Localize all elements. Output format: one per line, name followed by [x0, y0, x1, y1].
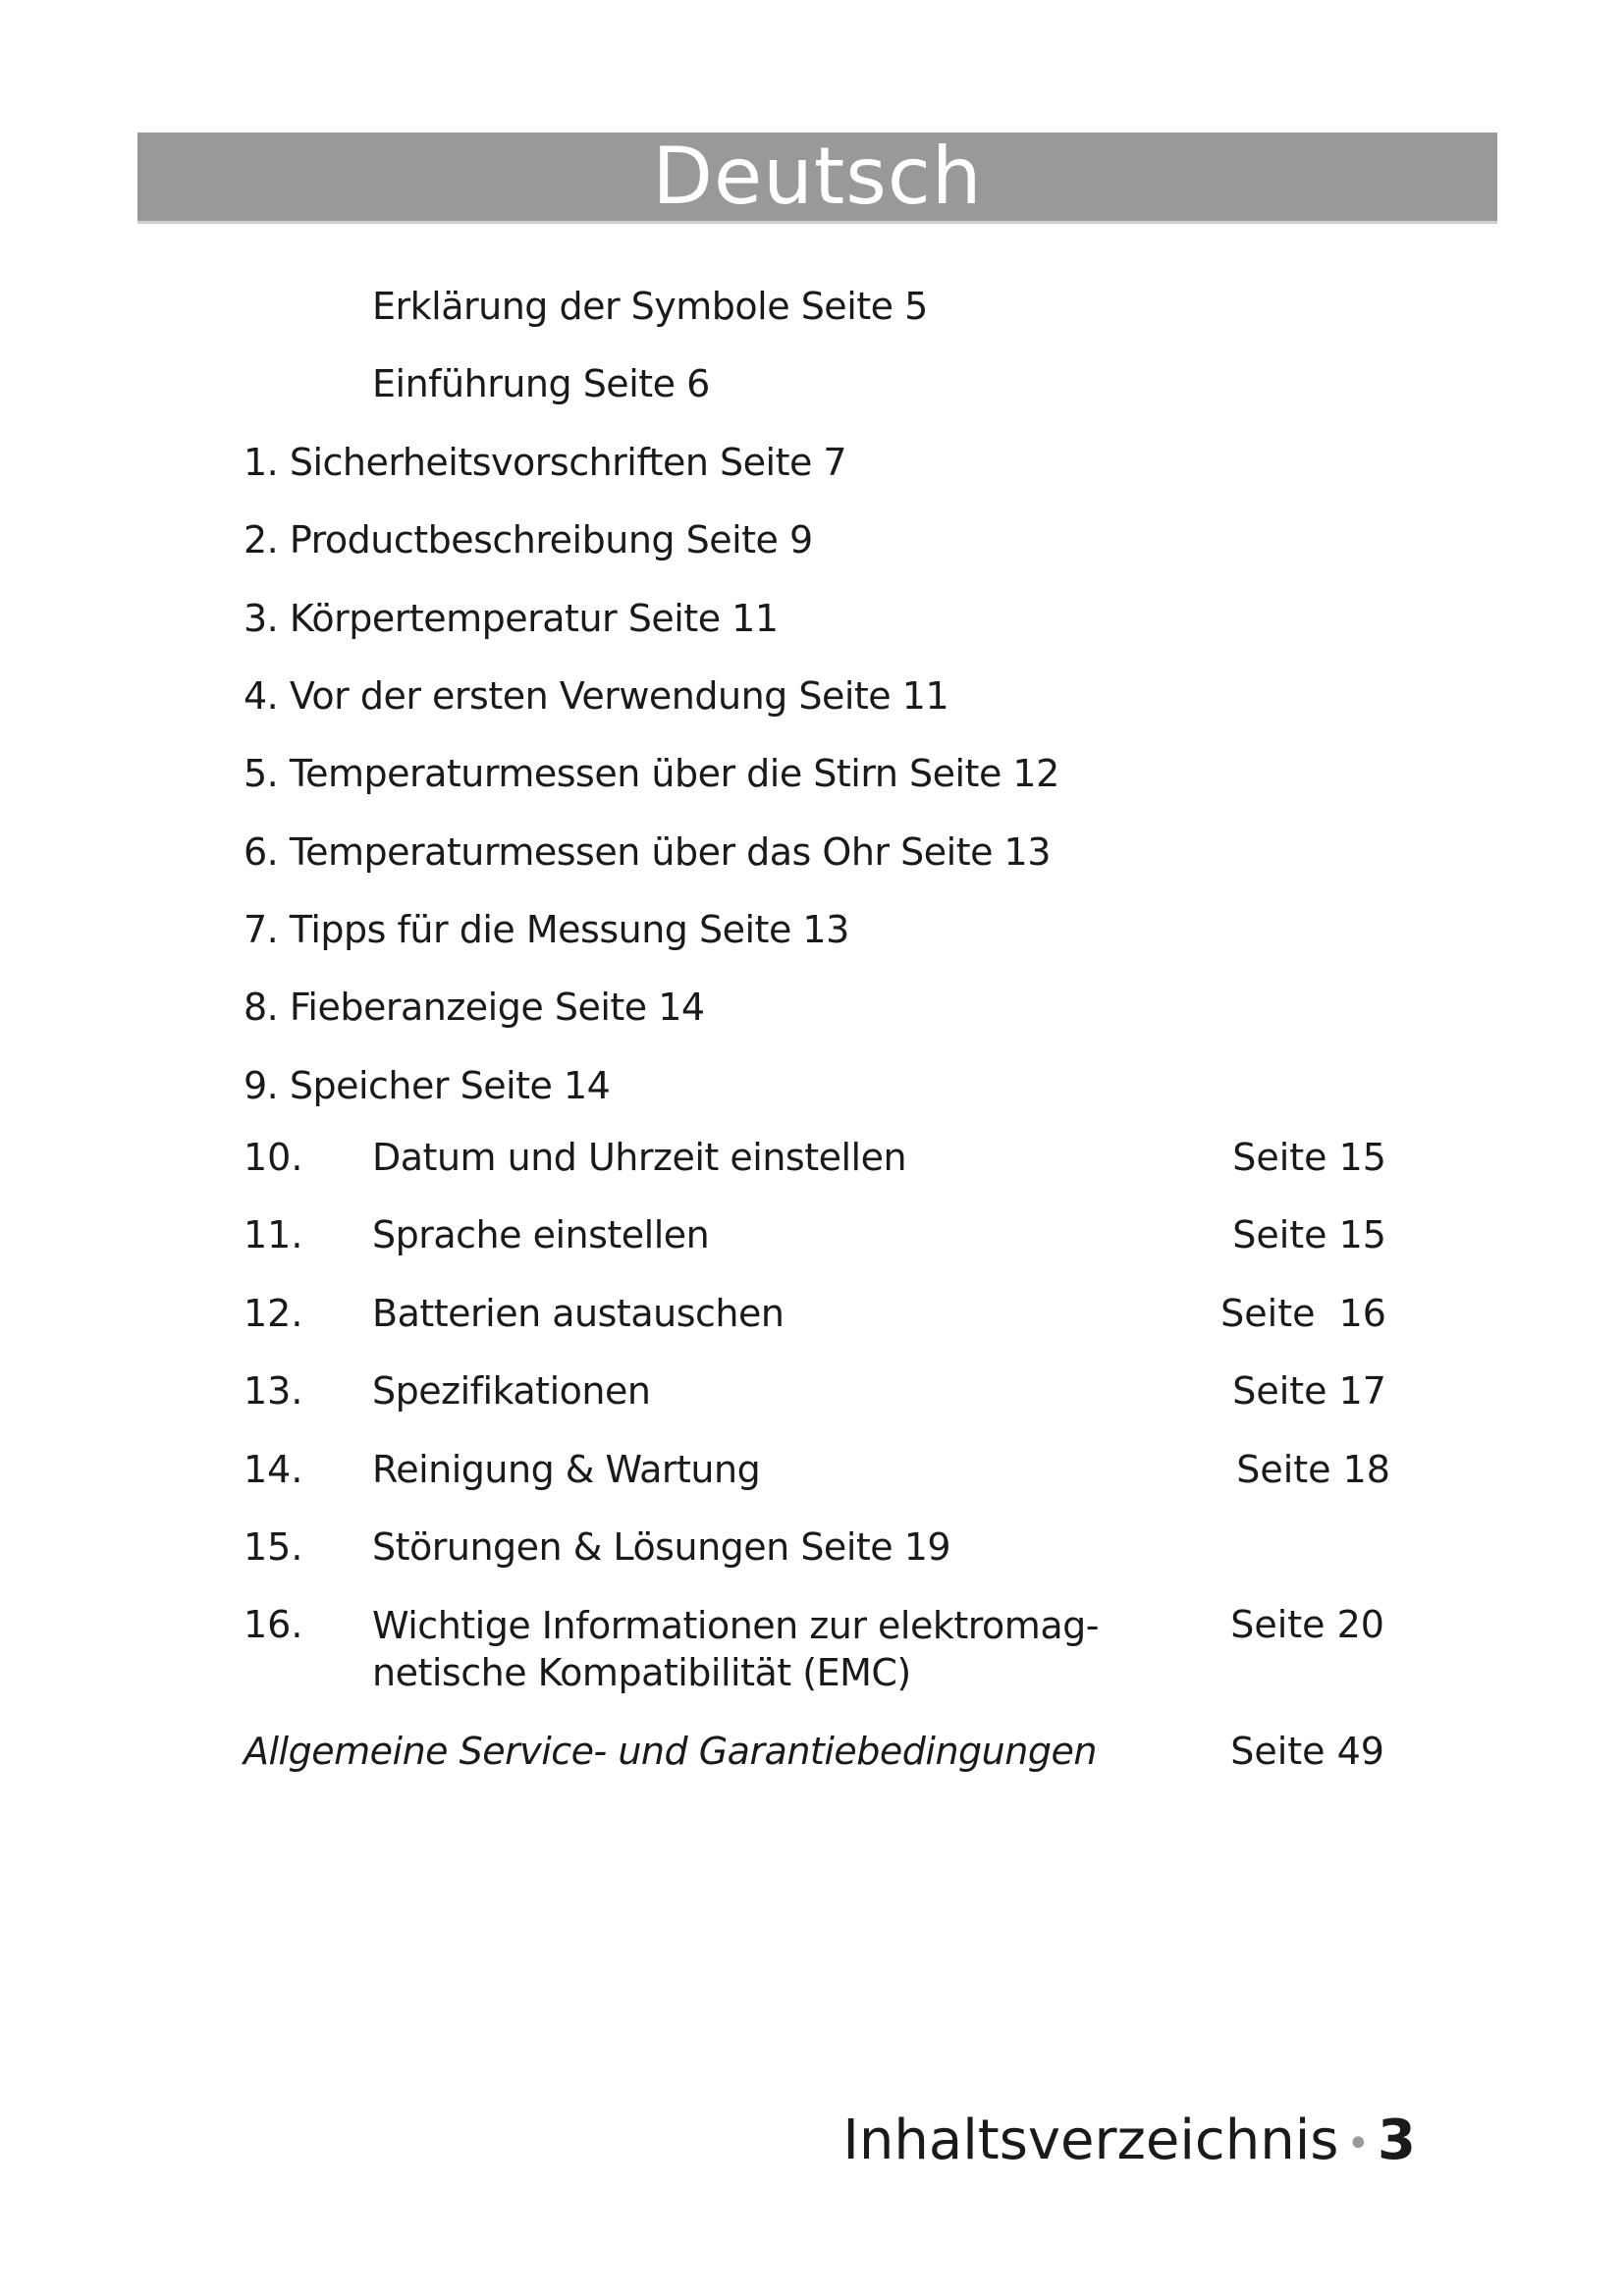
- toc-item-5[interactable]: 5. Temperaturmessen über die Stirn Seite 12: [244, 752, 1059, 795]
- toc-item-9[interactable]: 9. Speicher Seite 14: [244, 1064, 611, 1107]
- toc-row-title: Wichtige Informationen zur elektromag-netische Kompatibilität (EMC): [372, 1604, 1099, 1694]
- toc-row-number: 14.: [244, 1448, 303, 1491]
- toc-item-6[interactable]: 6. Temperaturmessen über das Ohr Seite 13: [244, 830, 1051, 874]
- toc-row-title: Reinigung & Wartung: [372, 1448, 761, 1491]
- toc-item-2[interactable]: 2. Productbeschreibung Seite 9: [244, 518, 813, 561]
- toc-row-title: Datum und Uhrzeit einstellen: [372, 1136, 907, 1179]
- footer-section: Inhaltsverzeichnis: [842, 2109, 1339, 2172]
- toc-warranty-title: Allgemeine Service- und Garantiebedingungen: [244, 1730, 1097, 1773]
- toc-intro-symbols[interactable]: Erklärung der Symbole Seite 5: [372, 285, 928, 328]
- toc-row-page: Seite 16: [1220, 1292, 1386, 1335]
- toc-row-page: Seite 15: [1232, 1213, 1386, 1256]
- toc-row-page: Seite 18: [1236, 1448, 1390, 1491]
- toc-row-number: 12.: [244, 1292, 303, 1335]
- header-bar: [137, 133, 1497, 221]
- toc-row-number: 16.: [244, 1603, 303, 1646]
- toc-row-page: Seite 20: [1230, 1603, 1384, 1646]
- toc-item-8[interactable]: 8. Fieberanzeige Seite 14: [244, 986, 705, 1029]
- toc-row-number: 13.: [244, 1369, 303, 1413]
- toc-row-title: Batterien austauschen: [372, 1292, 785, 1335]
- toc-item-1[interactable]: 1. Sicherheitsvorschriften Seite 7: [244, 441, 847, 484]
- toc-row-number: 11.: [244, 1213, 303, 1256]
- toc-row-number: 15.: [244, 1525, 303, 1569]
- toc-intro-introduction[interactable]: Einführung Seite 6: [372, 362, 710, 405]
- toc-row-title: Störungen & Lösungen Seite 19: [372, 1525, 951, 1569]
- toc-item-4[interactable]: 4. Vor der ersten Verwendung Seite 11: [244, 674, 949, 718]
- page-title: Deutsch: [652, 131, 983, 222]
- toc-row-title: Spezifikationen: [372, 1369, 651, 1413]
- toc-row-page: Seite 15: [1232, 1136, 1386, 1179]
- toc-row-title: Sprache einstellen: [372, 1213, 710, 1256]
- page-number: 3: [1378, 2109, 1416, 2172]
- toc-item-7[interactable]: 7. Tipps für die Messung Seite 13: [244, 908, 849, 951]
- toc-warranty-page: Seite 49: [1230, 1730, 1384, 1773]
- bullet-icon: •: [1346, 2120, 1371, 2166]
- toc-row-number: 10.: [244, 1136, 303, 1179]
- toc-row-page: Seite 17: [1232, 1369, 1386, 1413]
- toc-item-3[interactable]: 3. Körpertemperatur Seite 11: [244, 597, 779, 640]
- page-footer: [842, 2109, 1416, 2176]
